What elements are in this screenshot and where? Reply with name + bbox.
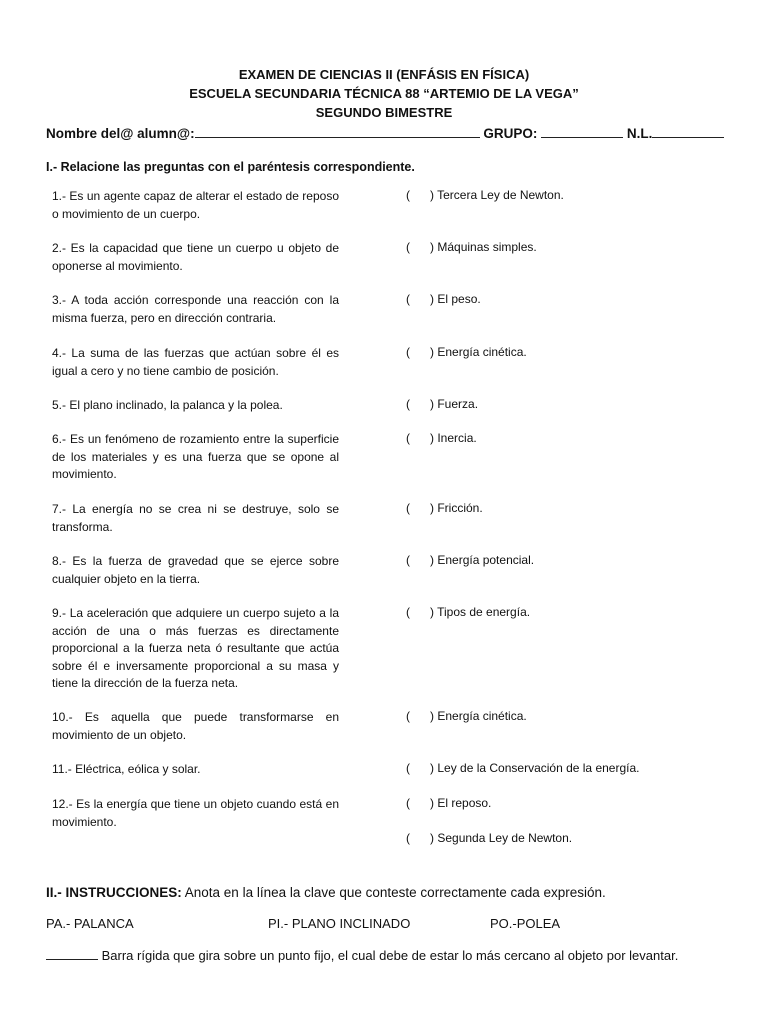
question-item: 12.- Es la energía que tiene un objeto cuando está en movimiento. [52, 797, 339, 829]
answer-item[interactable]: ( ) Máquinas simples. [406, 240, 537, 254]
section2-instructions [46, 885, 606, 900]
section1-title: I.- Relacione las preguntas con el paréntesis correspondiente. [46, 160, 415, 174]
question-item: 3.- A toda acción corresponde una reacción con la misma fuerza, pero en dirección contraria. [52, 293, 339, 325]
nl-label: N.L. [626, 126, 653, 141]
question-item: 8.- Es la fuerza de gravedad que se ejerce sobre cualquier objeto en la tierra. [52, 554, 339, 586]
answer-item[interactable]: ( ) Fricción. [406, 501, 483, 515]
answer-item[interactable]: ( ) Fuerza. [406, 397, 479, 411]
answer-item[interactable]: ( ) Tercera Ley de Newton. [406, 188, 564, 202]
answer-blank[interactable] [46, 946, 98, 960]
question-item: 7.- La energía no se crea ni se destruye, solo se transforma. [52, 502, 339, 534]
key-palanca: PA.- PALANCA [46, 916, 134, 931]
student-info-row [46, 124, 736, 141]
statement-row [46, 946, 678, 963]
question-item: 6.- Es un fenómeno de rozamiento entre la superficie de los materiales y es una fuerza que se opone al movimiento. [52, 432, 339, 481]
name-label: Nombre del@ alumn@: [46, 126, 195, 141]
question-item: 1.- Es un agente capaz de alterar el estado de reposo o movimiento de un cuerpo. [52, 189, 339, 221]
answer-item[interactable]: ( ) Energía potencial. [406, 553, 535, 567]
group-blank[interactable] [541, 124, 623, 138]
question-item: 11.- Eléctrica, eólica y solar. [52, 762, 201, 776]
answer-item[interactable]: ( ) Tipos de energía. [406, 605, 531, 619]
exam-title: EXAMEN DE CIENCIAS II (ENFÁSIS EN FÍSICA) [238, 67, 530, 82]
answer-item[interactable]: ( ) Energía cinética. [406, 345, 527, 359]
question-item: 9.- La aceleración que adquiere un cuerpo sujeto a la acción de una o más fuerzas es directamente proporcional a la fuerza neta ó resultante que actúa sobre él e inversamente proporcional a su masa y tiene la dirección de la fuerza neta. [52, 606, 339, 690]
question-item: 2.- Es la capacidad que tiene un cuerpo u objeto de oponerse al movimiento. [52, 241, 339, 273]
question-item: 5.- El plano inclinado, la palanca y la polea. [52, 398, 283, 412]
answer-item[interactable]: ( ) Ley de la Conservación de la energía. [406, 761, 640, 775]
answer-item[interactable]: ( ) El peso. [406, 292, 481, 306]
answer-item[interactable]: ( ) El reposo. [406, 796, 492, 810]
question-item: 10.- Es aquella que puede transformarse en movimiento de un objeto. [52, 710, 339, 742]
section2-instruction-text: Anota en la línea la clave que conteste correctamente cada expresión. [181, 885, 606, 900]
school-name: ESCUELA SECUNDARIA TÉCNICA 88 “ARTEMIO DE LA VEGA” [189, 86, 579, 101]
answer-item[interactable]: ( ) Segunda Ley de Newton. [406, 831, 573, 845]
statement-text: Barra rígida que gira sobre un punto fijo, el cual debe de estar lo más cercano al objeto por levantar. [101, 948, 679, 963]
answer-item[interactable]: ( ) Inercia. [406, 431, 477, 445]
question-item: 4.- La suma de las fuerzas que actúan sobre él es igual a cero y no tiene cambio de posición. [52, 346, 339, 378]
term-label: SEGUNDO BIMESTRE [315, 105, 453, 120]
key-plano-inclinado: PI.- PLANO INCLINADO [268, 916, 411, 931]
key-polea: PO.-POLEA [490, 916, 561, 931]
nl-blank[interactable] [652, 124, 724, 138]
answer-item[interactable]: ( ) Energía cinética. [406, 709, 527, 723]
section2-title: II.- INSTRUCCIONES: [46, 885, 182, 900]
name-blank[interactable] [195, 124, 480, 138]
group-label: GRUPO: [483, 126, 538, 141]
